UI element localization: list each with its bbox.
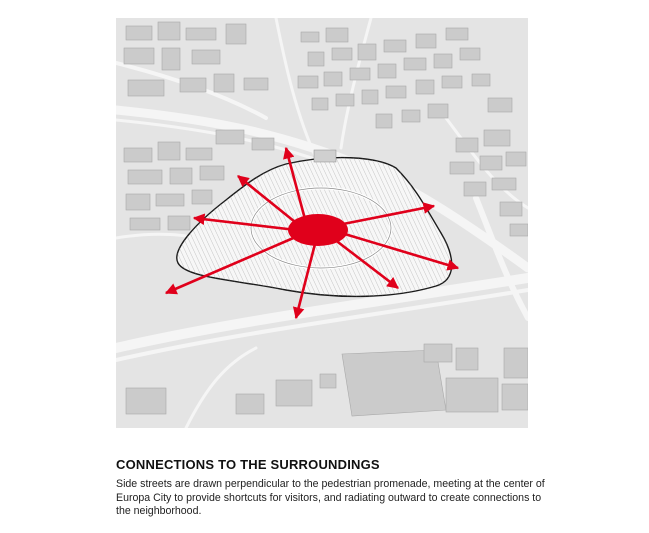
aerial-diagram [116,18,528,428]
caption-text: Side streets are drawn perpendicular to the pedestrian promenade, meeting at the center of Europa City to provide shortcuts for visitors, and radiating outward to create connections to the neighborhood. [116,478,545,518]
caption-title: CONNECTIONS TO THE SURROUNDINGS [116,457,380,472]
central-hub [288,214,348,246]
site-diagram-svg [116,18,528,428]
